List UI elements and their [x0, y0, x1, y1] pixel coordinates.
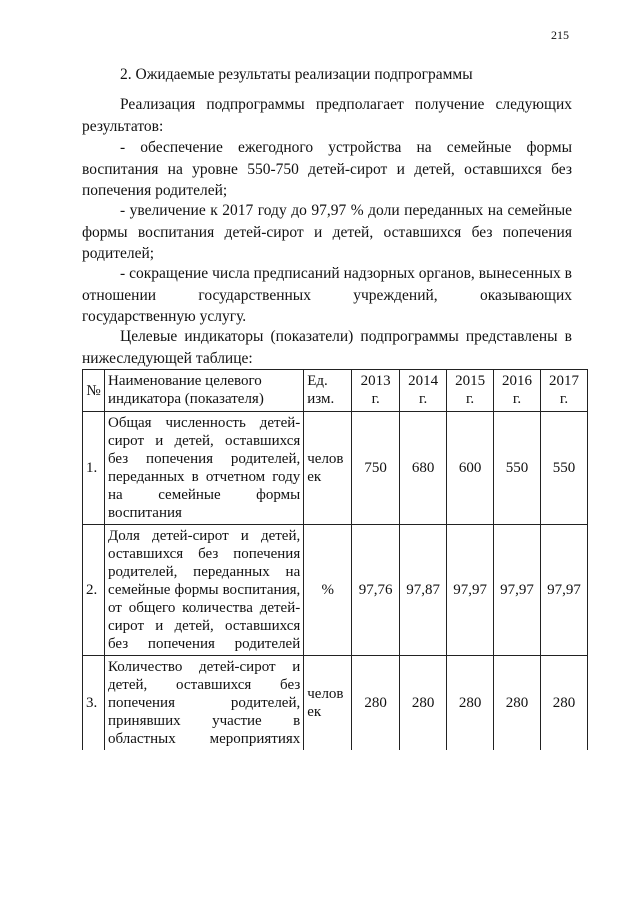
row-number: 1. [83, 412, 105, 525]
value-2017: 550 [541, 412, 588, 525]
paragraph-result-2: - увеличение к 2017 году до 97,97 % доли переданных на семейные формы воспитания детей-сирот и детей, оставшихся без попечения родителей; [82, 202, 572, 262]
value-2016: 280 [494, 656, 541, 751]
page-number: 215 [551, 28, 569, 42]
indicator-name [104, 525, 303, 656]
paragraph-table-intro: Целевые индикаторы (показатели) подпрограммы представлены в нижеследующей таблице: [82, 328, 572, 367]
paragraph-result-1: - обеспечение ежегодного устройства на семейные формы воспитания на уровне 550-750 детей-сирот и детей, оставшихся без попечения родителей; [82, 139, 572, 199]
unit-cell: % [304, 525, 352, 656]
value-2015: 600 [447, 412, 494, 525]
table-row [83, 525, 588, 656]
paragraph-result-3: - сокращение числа предписаний надзорных органов, вынесенных в отношении государственных учреждений, оказывающих государственную услугу. [82, 265, 572, 325]
unit-cell: челов ек [304, 656, 352, 751]
row-number: 3. [83, 656, 105, 751]
unit-cell: челов ек [304, 412, 352, 525]
indicator-name-tail: воспитания [107, 505, 182, 521]
header-year-2015: 2015 г. [447, 370, 494, 412]
table-row [83, 656, 588, 751]
indicator-name [104, 656, 303, 751]
value-2015: 97,97 [447, 525, 494, 656]
indicator-name-tail: без попечения родителей [107, 636, 301, 652]
header-year-2014: 2014 г. [400, 370, 447, 412]
indicators-table [82, 369, 588, 750]
paragraph-intro: Реализация подпрограммы предполагает получение следующих результатов: [82, 96, 572, 135]
header-year-2016: 2016 г. [494, 370, 541, 412]
value-2014: 680 [400, 412, 447, 525]
indicator-name-text: Доля детей-сирот и детей, оставшихся без попечения родителей, переданных на семейные формы воспитания, от общего количества детей-сирот и детей, оставшихся [107, 528, 301, 634]
value-2013: 750 [352, 412, 400, 525]
value-2016: 550 [494, 412, 541, 525]
row-number: 2. [83, 525, 105, 656]
indicator-name-tail: областных мероприятиях [107, 731, 301, 747]
value-2014: 97,87 [400, 525, 447, 656]
table-row [83, 412, 588, 525]
header-unit: Ед. изм. [304, 370, 352, 412]
indicator-name-text: Общая численность детей-сирот и детей, оставшихся без попечения родителей, переданных в отчетном году на семейные формы [107, 415, 301, 503]
value-2014: 280 [400, 656, 447, 751]
value-2015: 280 [447, 656, 494, 751]
header-name: Наименование целевого индикатора (показателя) [104, 370, 303, 412]
header-year-2013: 2013 г. [352, 370, 400, 412]
value-2017: 97,97 [541, 525, 588, 656]
section-heading: 2. Ожидаемые результаты реализации подпрограммы [120, 66, 473, 83]
value-2017: 280 [541, 656, 588, 751]
header-num: № [83, 370, 105, 412]
table-header-row [83, 370, 588, 412]
value-2013: 280 [352, 656, 400, 751]
value-2016: 97,97 [494, 525, 541, 656]
value-2013: 97,76 [352, 525, 400, 656]
indicator-name [104, 412, 303, 525]
header-year-2017: 2017 г. [541, 370, 588, 412]
indicator-name-text: Количество детей-сирот и детей, оставшихся без попечения родителей, принявших участие в [107, 659, 301, 729]
